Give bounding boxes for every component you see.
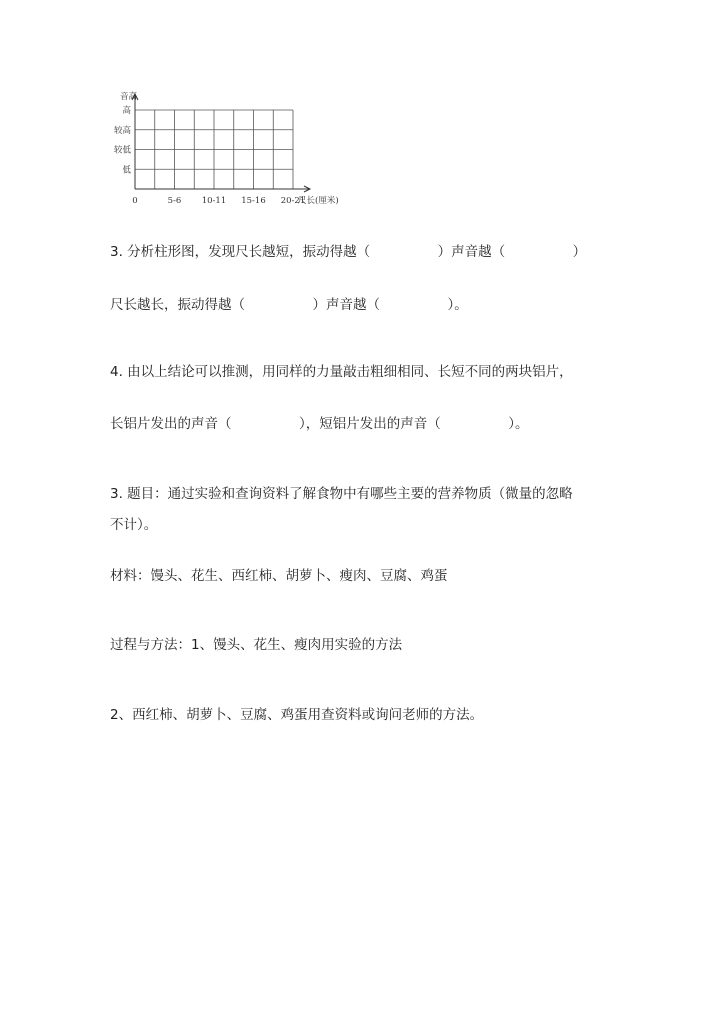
x-tick-label: 10-11 [201, 196, 227, 206]
x-tick-label: 0 [132, 196, 138, 206]
task3-process-2: 2、西红柿、胡萝卜、豆腐、鸡蛋用查资料或询问老师的方法。 [110, 707, 484, 723]
y-axis-label: 音高 [120, 92, 138, 102]
x-tick-label: 5-6 [167, 196, 182, 206]
x-axis-label: 尺长(厘米) [298, 196, 339, 206]
q4-line-2: 长铝片发出的声音（ ），短铝片发出的声音（ ）。 [110, 416, 529, 432]
bar-chart-grid [0, 0, 720, 220]
y-level-labels [114, 105, 132, 175]
q3-analysis-line-2: 尺长越长，振动得越（ ）声音越（ ）。 [110, 297, 468, 313]
y-level-label: 高 [122, 106, 131, 116]
y-level-label: 较高 [113, 125, 131, 136]
task3-title-line-1: 3. 题目：通过实验和查询资料了解食物中有哪些主要的营养物质（微量的忽略 [110, 486, 573, 502]
chart-grid-lines [135, 110, 293, 189]
task3-process-1: 过程与方法：1、馒头、花生、瘦肉用实验的方法 [110, 637, 403, 653]
task3-materials: 材料：馒头、花生、西红柿、胡萝卜、瘦肉、豆腐、鸡蛋 [110, 568, 448, 584]
chart-axes [132, 94, 310, 192]
q3-analysis-line-1: 3. 分析柱形图，发现尺长越短，振动得越（ ）声音越（ ） [110, 244, 587, 260]
y-level-label: 低 [122, 165, 131, 176]
q4-line-1: 4. 由以上结论可以推测，用同样的力量敲击粗细相同、长短不同的两块铝片， [110, 364, 573, 380]
y-level-label: 较低 [113, 145, 131, 156]
x-tick-labels [132, 196, 305, 206]
x-tick-label: 15-16 [241, 196, 266, 206]
task3-title-line-2: 不计）。 [110, 517, 158, 533]
x-tick-label: 20-21 [280, 196, 306, 206]
